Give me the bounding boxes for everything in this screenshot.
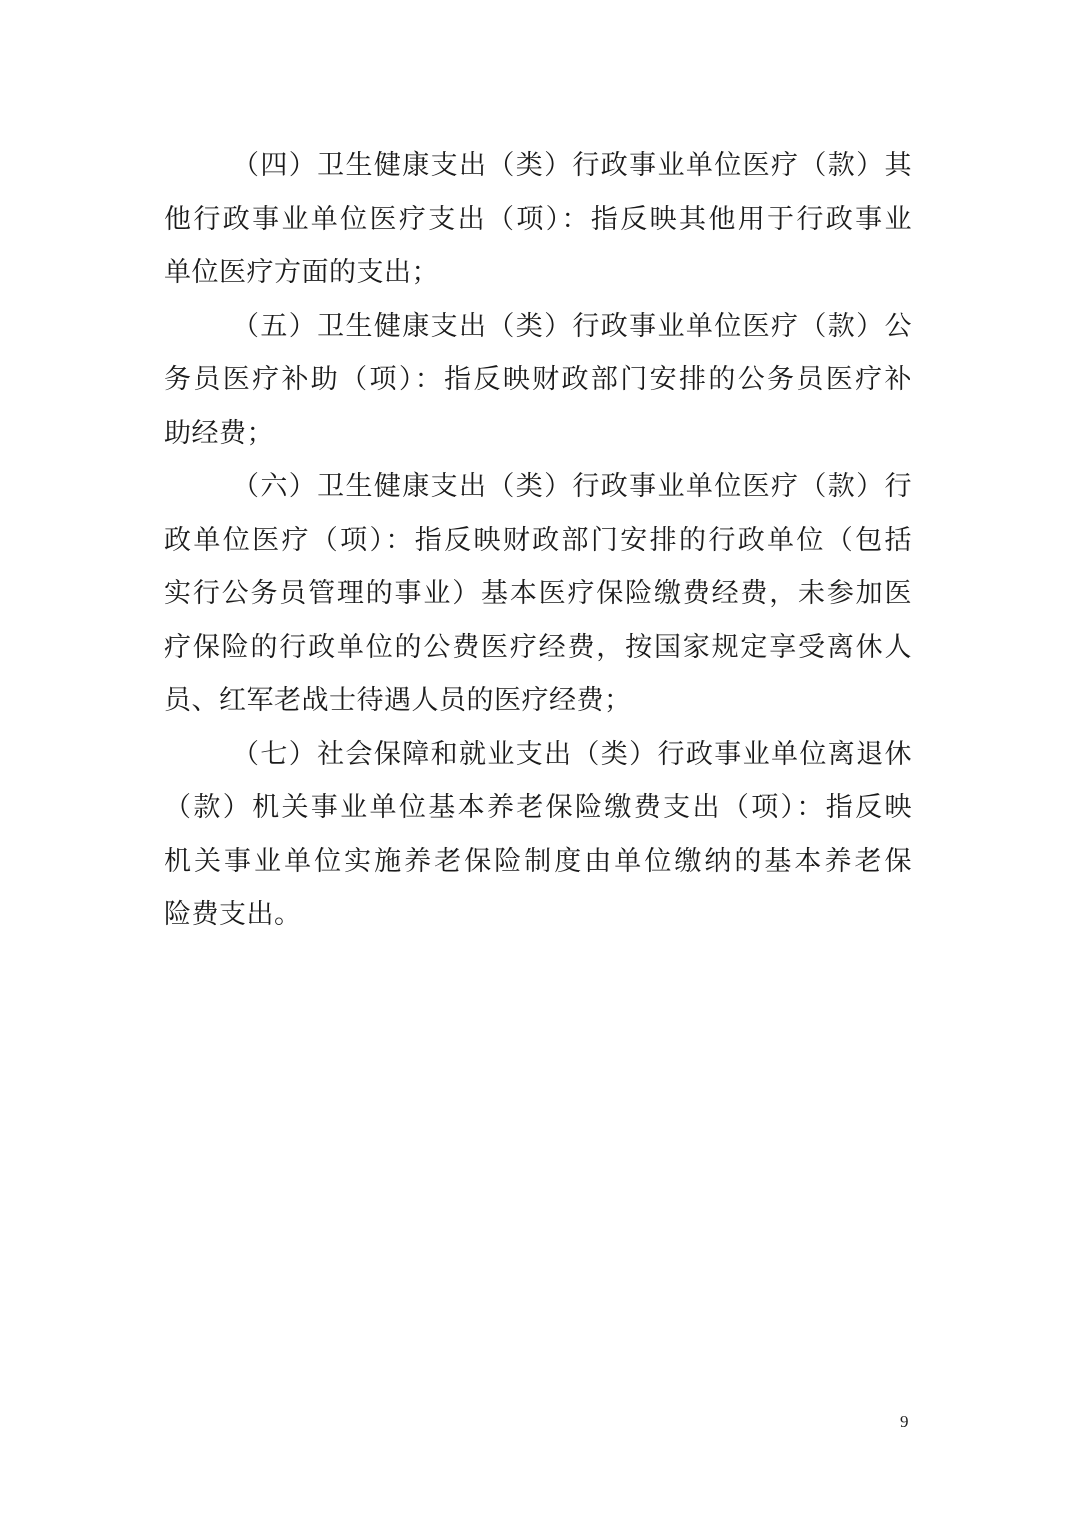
- text-line: 政单位医疗（项）：指反映财政部门安排的行政单位（包括: [164, 524, 912, 556]
- text-line: 单位医疗方面的支出；: [164, 257, 439, 288]
- text-line: 机关事业单位实施养老保险制度由单位缴纳的基本养老保: [164, 845, 912, 877]
- text-line: 员、红军老战士待遇人员的医疗经费；: [164, 685, 632, 716]
- paragraph-item-6: [164, 460, 912, 728]
- text-line: 他行政事业单位医疗支出（项）：指反映其他用于行政事业: [164, 203, 912, 235]
- text-line: 实行公务员管理的事业）基本医疗保险缴费经费，未参加医: [164, 578, 912, 609]
- text-line: （四）卫生健康支出（类）行政事业单位医疗（款）其: [232, 150, 912, 181]
- text-line: （六）卫生健康支出（类）行政事业单位医疗（款）行: [232, 471, 912, 502]
- text-line: 疗保险的行政单位的公费医疗经费，按国家规定享受离休人: [164, 631, 912, 663]
- text-line: 助经费；: [164, 417, 274, 449]
- paragraph-item-7: [164, 728, 912, 942]
- page-number: 9: [900, 1412, 909, 1431]
- text-line: （款）机关事业单位基本养老保险缴费支出（项）：指反映: [164, 792, 912, 823]
- paragraph-item-5: [164, 300, 912, 461]
- text-line: 务员医疗补助（项）：指反映财政部门安排的公务员医疗补: [164, 364, 912, 395]
- document-body: [164, 139, 912, 942]
- text-line: （五）卫生健康支出（类）行政事业单位医疗（款）公: [232, 310, 912, 342]
- paragraph-item-4: [164, 139, 912, 300]
- text-line: 险费支出。: [164, 899, 302, 930]
- text-line: （七）社会保障和就业支出（类）行政事业单位离退休: [232, 738, 912, 770]
